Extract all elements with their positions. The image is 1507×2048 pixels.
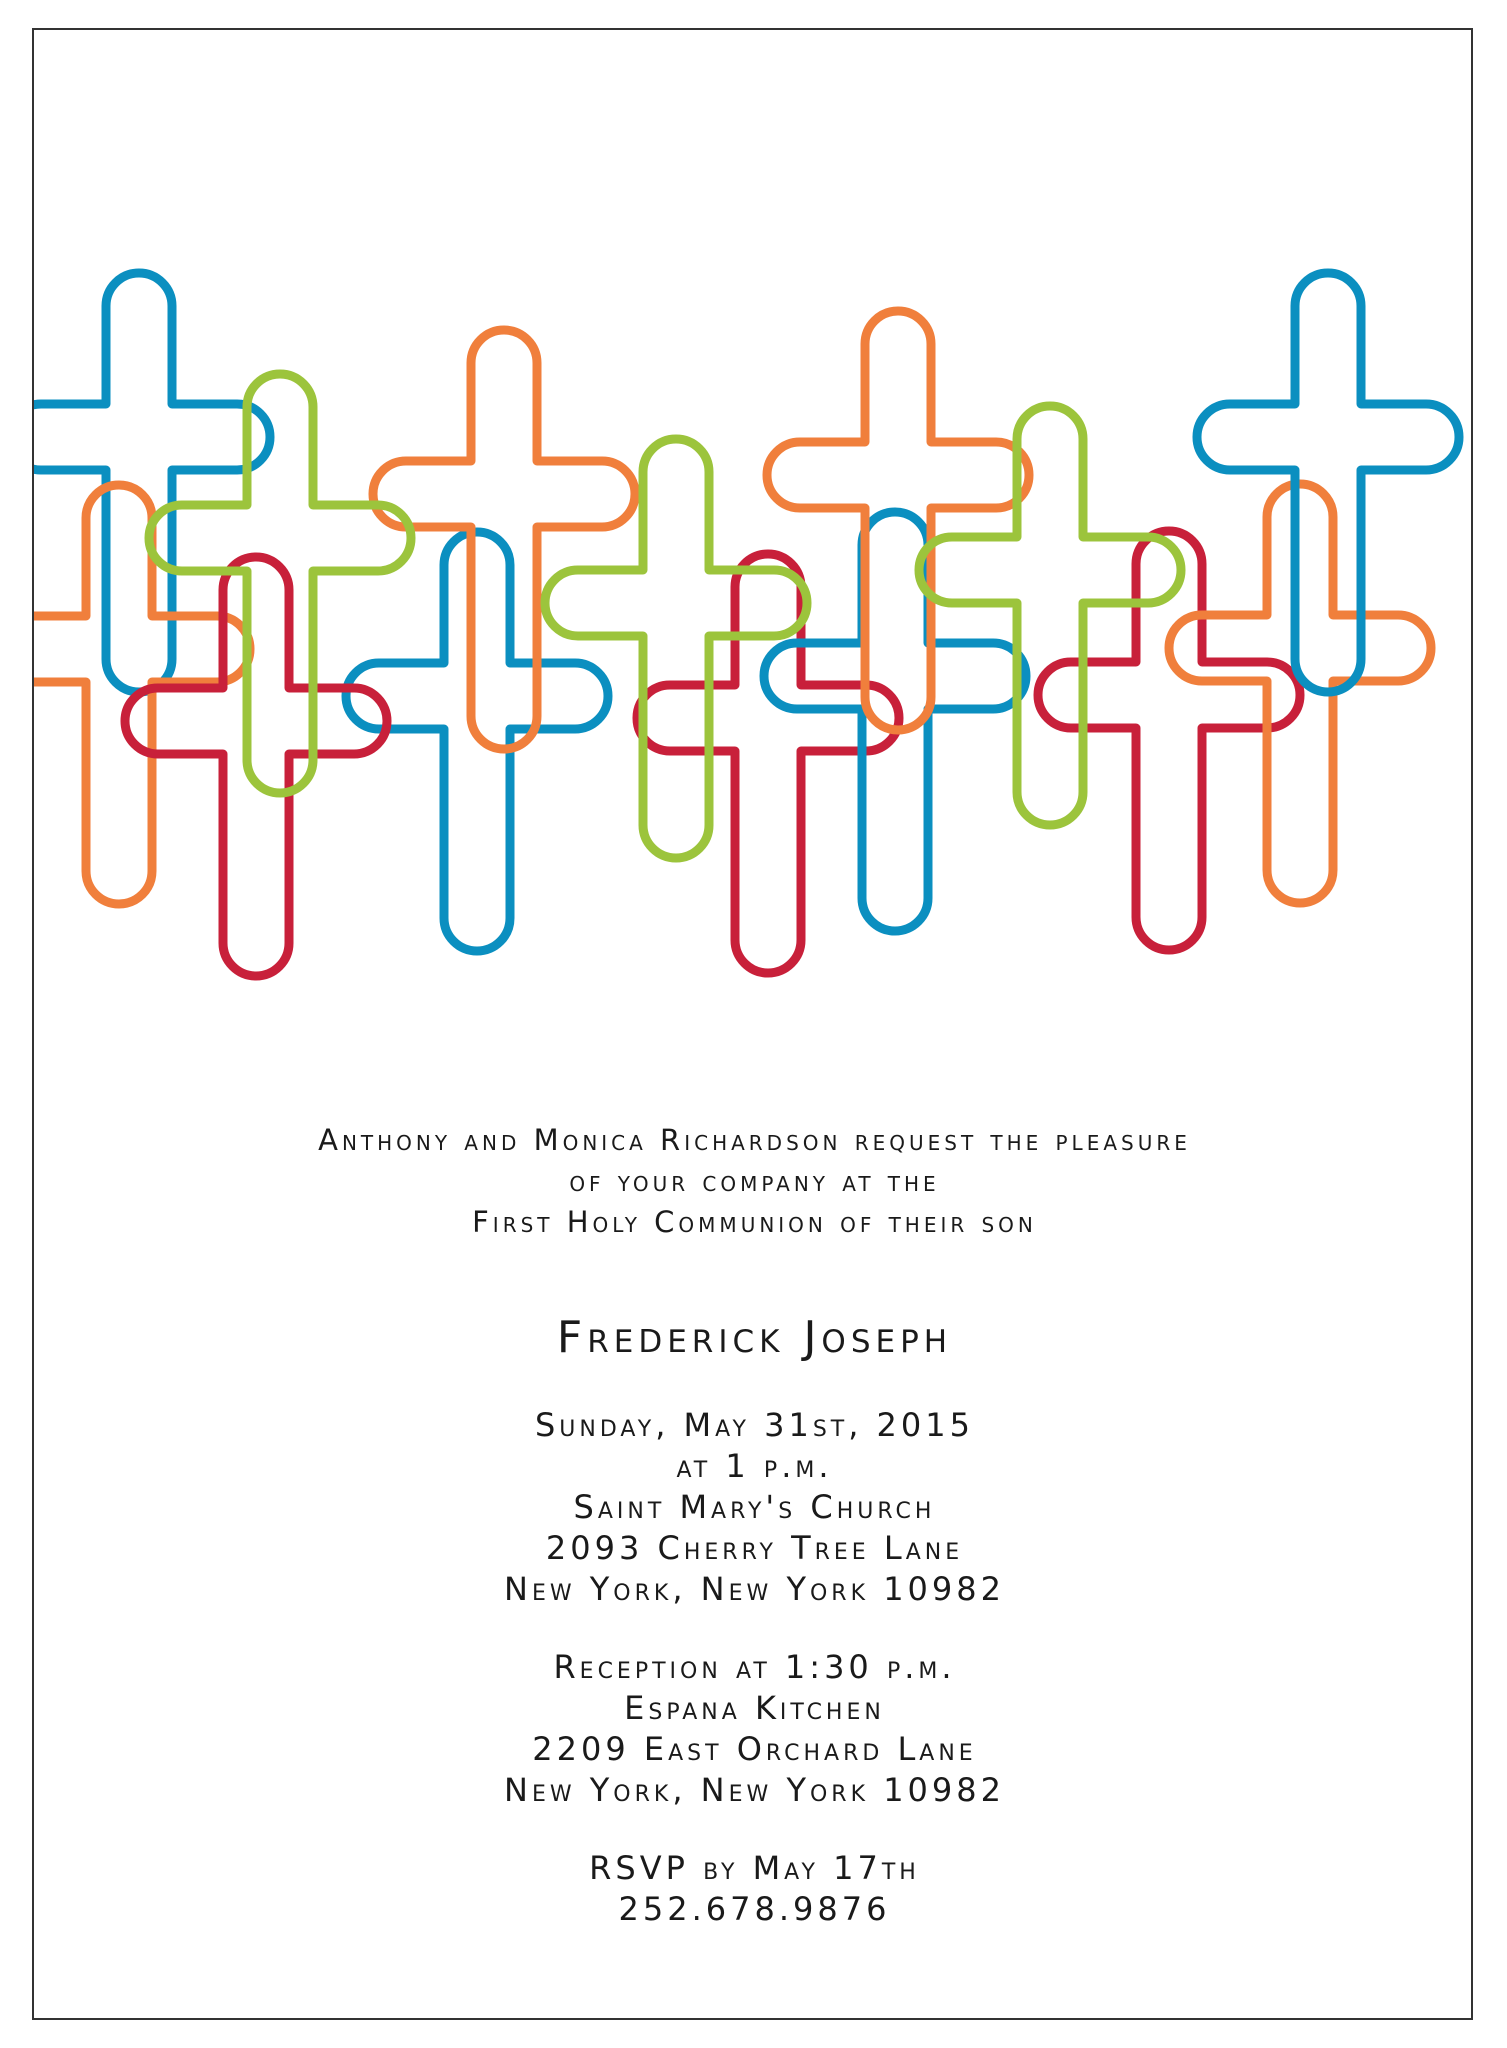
cross-icon — [545, 439, 807, 858]
reception-city: New York, New York 10982 — [504, 1771, 1005, 1809]
rsvp-deadline: RSVP by May 17th — [589, 1849, 920, 1887]
reception-street: 2209 East Orchard Lane — [532, 1730, 977, 1768]
reception-time: Reception at 1:30 p.m. — [553, 1648, 956, 1686]
ceremony-details — [34, 1405, 1473, 1610]
ceremony-venue: Saint Mary's Church — [573, 1488, 936, 1526]
intro-line: Anthony and Monica Richardson request the pleasure — [318, 1123, 1191, 1157]
cross-row — [34, 273, 1459, 976]
cross-icon — [767, 311, 1029, 730]
honoree-name — [34, 1308, 1473, 1368]
reception-details — [34, 1647, 1473, 1811]
cross-icon — [919, 406, 1181, 825]
ceremony-time: at 1 p.m. — [676, 1447, 833, 1485]
honoree-name-text: Frederick Joseph — [556, 1312, 953, 1363]
intro-line: First Holy Communion of their son — [472, 1205, 1037, 1239]
ceremony-city: New York, New York 10982 — [504, 1570, 1005, 1608]
rsvp-details — [34, 1848, 1473, 1930]
invitation-card — [32, 28, 1473, 2020]
intro-line: of your company at the — [569, 1164, 940, 1198]
host-request — [34, 1120, 1473, 1243]
rsvp-phone: 252.678.9876 — [618, 1890, 891, 1928]
reception-venue: Espana Kitchen — [624, 1689, 885, 1727]
ceremony-date: Sunday, May 31st, 2015 — [534, 1406, 974, 1444]
ceremony-street: 2093 Cherry Tree Lane — [545, 1529, 964, 1567]
cross-icon — [34, 273, 270, 692]
